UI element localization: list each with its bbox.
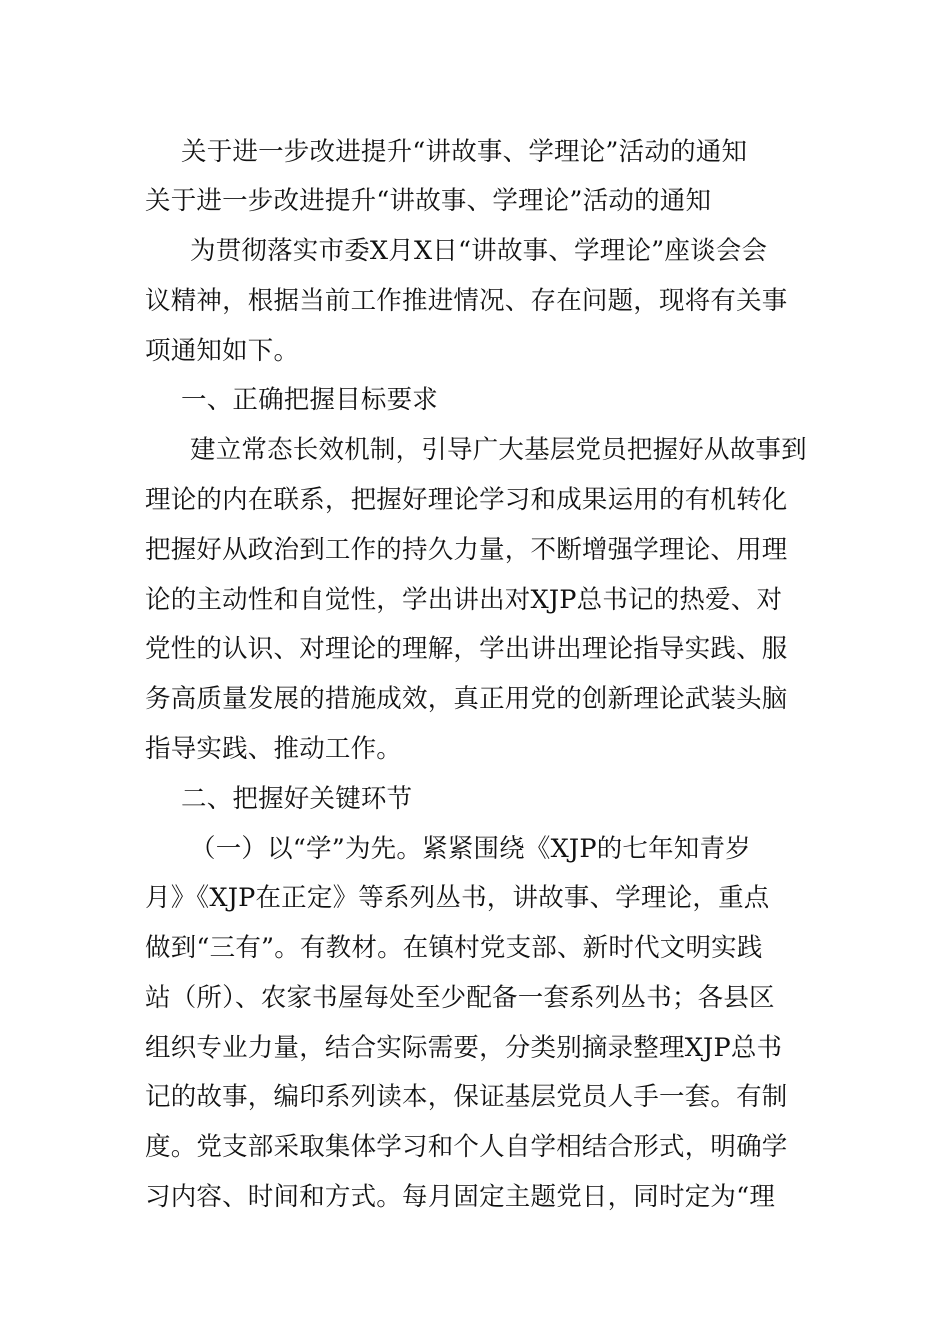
body-line: 论的主动性和自觉性，学出讲出对XJP总书记的热爱、对 [145, 585, 783, 615]
body-line: 党性的认识、对理论的理解，学出讲出理论指导实践、服 [145, 634, 788, 664]
body-line: （一）以“学”为先。紧紧围绕《XJP的七年知青岁 [190, 834, 751, 864]
body-line: 做到“三有”。有教材。在镇村党支部、新时代文明实践 [145, 933, 763, 963]
body-line: 指导实践、推动工作。 [145, 734, 403, 764]
body-line: 月》《XJP在正定》等系列丛书，讲故事、学理论，重点 [145, 883, 770, 913]
body-line: 组织专业力量，结合实际需要，分类别摘录整理XJP总书 [145, 1033, 783, 1063]
document-title: 关于进一步改进提升“讲故事、学理论”活动的通知 [181, 137, 748, 167]
body-line: 务高质量发展的措施成效，真正用党的创新理论武装头脑 [145, 684, 788, 714]
body-line: 记的故事，编印系列读本，保证基层党员人手一套。有制 [145, 1082, 788, 1112]
document-title-repeat: 关于进一步改进提升“讲故事、学理论”活动的通知 [145, 186, 712, 216]
body-line: 习内容、时间和方式。每月固定主题党日，同时定为“理 [145, 1182, 776, 1212]
body-line: 建立常态长效机制，引导广大基层党员把握好从故事到 [190, 435, 807, 465]
body-line: 理论的内在联系，把握好理论学习和成果运用的有机转化 [145, 485, 788, 515]
body-line: 议精神，根据当前工作推进情况、存在问题，现将有关事 [145, 286, 788, 316]
body-line: 为贯彻落实市委X月X日“讲故事、学理论”座谈会会 [190, 236, 768, 266]
body-line: 站（所）、农家书屋每处至少配备一套系列丛书；各县区 [145, 983, 775, 1013]
section-heading: 二、把握好关键环节 [181, 784, 413, 814]
section-heading: 一、正确把握目标要求 [181, 385, 439, 415]
body-line: 度。党支部采取集体学习和个人自学相结合形式，明确学 [145, 1132, 788, 1162]
body-line: 项通知如下。 [145, 336, 300, 366]
body-line: 把握好从政治到工作的持久力量，不断增强学理论、用理 [145, 535, 788, 565]
